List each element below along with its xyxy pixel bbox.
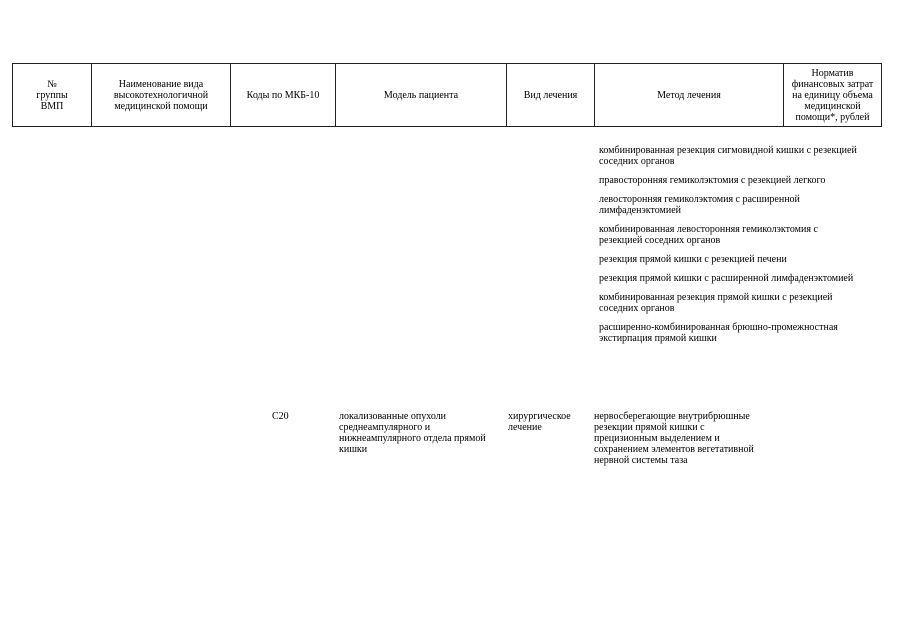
header-icd10-codes: Коды по МКБ-10	[230, 63, 336, 127]
row-treatment-type: хирургическое лечение	[508, 411, 571, 433]
header-treatment-method: Метод лечения	[594, 63, 784, 127]
method-item: резекция прямой кишки с резекцией печени	[599, 254, 787, 265]
method-item: расширенно-комбинированная брюшно-промежностная экстирпация прямой кишки	[599, 322, 838, 344]
header-treatment-type: Вид лечения	[506, 63, 595, 127]
row-patient-model: локализованные опухоли среднеампулярного и нижнеампулярного отдела прямой кишки	[339, 411, 486, 455]
header-care-type-name: Наименование вида высокотехнологичной медицинской помощи	[91, 63, 231, 127]
header-patient-model: Модель пациента	[335, 63, 507, 127]
method-item: правосторонняя гемиколэктомия с резекцией легкого	[599, 175, 826, 186]
method-item: левосторонняя гемиколэктомия с расширенной лимфаденэктомией	[599, 194, 800, 216]
row-treatment-method: нервосберегающие внутрибрюшные резекции прямой кишки с прецизионным выделением и сохранением элементов вегетативной нервной системы таза	[594, 411, 754, 466]
method-item: комбинированная левосторонняя гемиколэктомия с резекцией соседних органов	[599, 224, 818, 246]
header-group-number: № группы ВМП	[12, 63, 92, 127]
method-item: комбинированная резекция сигмовидной кишки с резекцией соседних органов	[599, 145, 857, 167]
method-item: комбинированная резекция прямой кишки с резекцией соседних органов	[599, 292, 833, 314]
method-item: резекция прямой кишки с расширенной лимфаденэктомией	[599, 273, 854, 284]
table-header	[12, 63, 882, 129]
row-icd-code: C20	[272, 411, 289, 422]
method-list	[599, 145, 884, 352]
header-cost-standard: Норматив финансовых затрат на единицу объема медицинской помощи*, рублей	[783, 63, 882, 127]
